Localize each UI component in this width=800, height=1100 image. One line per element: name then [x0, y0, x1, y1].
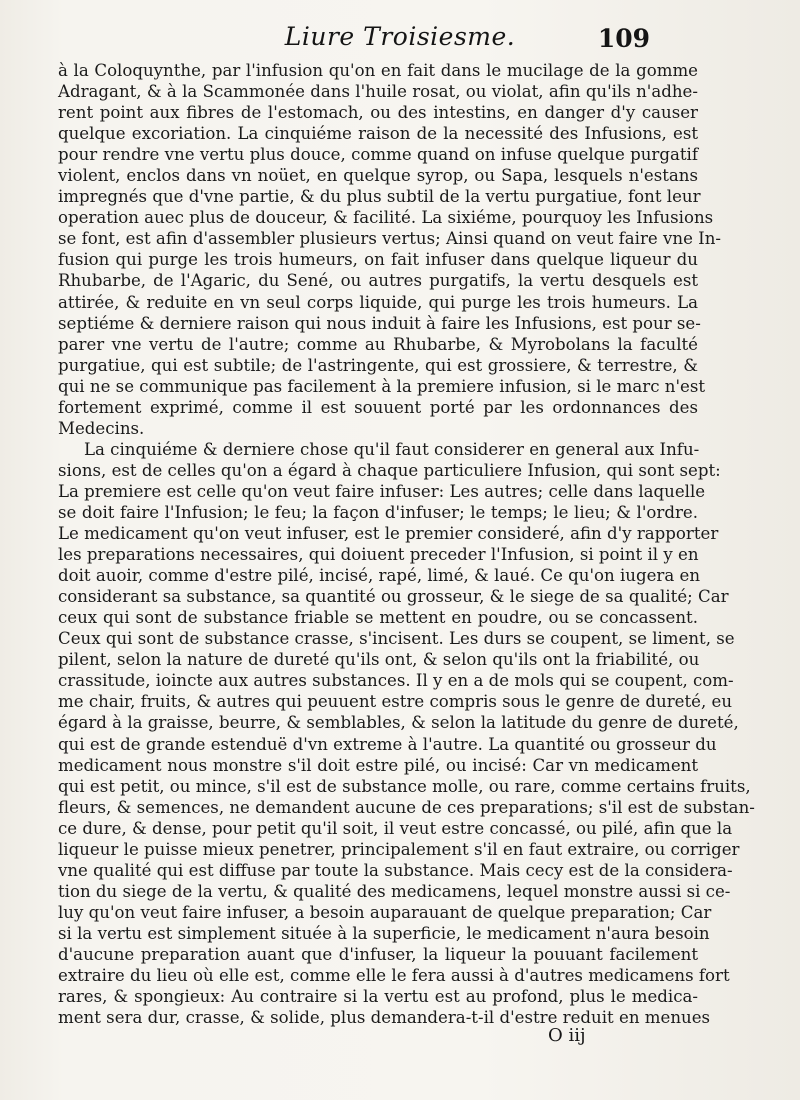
text-line: ce dure, & dense, pour petit qu'il soit, il veut estre concassé, ou pilé, afin que la: [58, 818, 733, 838]
text-line: d'aucune preparation auant que d'infuser, la liqueur la pouuant facilement: [58, 944, 698, 964]
text-line: impregnés que d'vne partie, & du plus subtil de la vertu purgatiue, font leur: [58, 187, 701, 207]
signature-text: O iij: [548, 1025, 586, 1046]
text-line: Medecins.: [58, 418, 145, 438]
text-line: La premiere est celle qu'on veut faire infuser: Les autres; celle dans laquelle: [58, 481, 706, 501]
text-line: La cinquiéme & derniere chose qu'il faut considerer en general aux Infu-: [84, 439, 700, 459]
text-line: luy qu'on veut faire infuser, a besoin auparauant de quelque preparation; Car: [58, 902, 712, 922]
text-line: medicament nous monstre s'il doit estre pilé, ou incisé: Car vn medicament: [58, 755, 698, 775]
text-line: à la Coloquynthe, par l'infusion qu'on en fait dans le mucilage de la gomme: [58, 61, 698, 80]
text-line: parer vne vertu de l'autre; comme au Rhubarbe, & Myrobolans la faculté: [58, 334, 698, 354]
text-line: Adragant, & à la Scammonée dans l'huile rosat, ou violat, afin qu'ils n'adhe-: [58, 82, 698, 102]
text-line: rares, & spongieux: Au contraire si la vertu est au profond, plus le medica-: [58, 987, 698, 1007]
text-line: operation auec plus de douceur, & facilité. La sixiéme, pourquoy les Infusions: [58, 208, 714, 228]
text-line: si la vertu est simplement située à la superficie, le medicament n'aura besoin: [58, 923, 710, 943]
signature-mark: [548, 1025, 586, 1046]
text-line: ment sera dur, crasse, & solide, plus demandera-t-il d'estre reduit en menues: [58, 1008, 711, 1028]
text-line: rent point aux fibres de l'estomach, ou des intestins, en danger d'y causer: [58, 103, 698, 123]
text-line: tion du siege de la vertu, & qualité des medicamens, lequel monstre aussi si ce-: [58, 881, 731, 901]
text-line: Ceux qui sont de substance crasse, s'incisent. Les durs se coupent, se liment, se: [58, 629, 735, 649]
text-line: extraire du lieu où elle est, comme elle le fera aussi à d'autres medicamens fort: [58, 966, 730, 986]
text-line: quelque excoriation. La cinquiéme raison de la necessité des Infusions, est: [58, 124, 698, 144]
text-line: se doit faire l'Infusion; le feu; la façon d'infuser; le temps; le lieu; & l'ordre.: [58, 502, 698, 522]
text-line: égard à la graisse, beurre, & semblables, & selon la latitude du genre de dureté,: [58, 713, 739, 733]
running-head: [0, 22, 800, 56]
text-line: violent, enclos dans vn noüet, en quelque syrop, ou Sapa, lesquels n'estans: [58, 166, 698, 186]
page-number: 109: [597, 24, 650, 53]
text-line: me chair, fruits, & autres qui peuuent estre compris sous le genre de dureté, eu: [58, 692, 733, 712]
text-line: septiéme & derniere raison qui nous induit à faire les Infusions, est pour se-: [58, 313, 701, 333]
text-line: Le medicament qu'on veut infuser, est le premier consideré, afin d'y rapporter: [58, 524, 719, 544]
body-text: [58, 60, 755, 1028]
text-line: sions, est de celles qu'on a égard à chaque particuliere Infusion, qui sont sept:: [58, 460, 721, 480]
text-line: attirée, & reduite en vn seul corps liquide, qui purge les trois humeurs. La: [58, 292, 698, 312]
text-line: pour rendre vne vertu plus douce, comme quand on infuse quelque purgatif: [58, 145, 698, 165]
text-line: doit auoir, comme d'estre pilé, incisé, rapé, limé, & laué. Ce qu'on iugera en: [58, 566, 701, 586]
text-line: qui est de grande estenduë d'vn extreme à l'autre. La quantité ou grosseur du: [58, 734, 717, 754]
text-line: Rhubarbe, de l'Agaric, du Sené, ou autres purgatifs, la vertu desquels est: [58, 271, 698, 291]
text-line: qui ne se communique pas facilement à la premiere infusion, si le marc n'est: [58, 376, 706, 396]
running-title: Liure Troisiesme.: [284, 22, 516, 51]
text-line: crassitude, ioincte aux autres substances. Il y en a de mols qui se coupent, com-: [58, 671, 734, 691]
text-line: fleurs, & semences, ne demandent aucune de ces preparations; s'il est de substan-: [58, 797, 755, 817]
text-line: considerant sa substance, sa quantité ou grosseur, & le siege de sa qualité; Car: [58, 587, 729, 607]
text-line: liqueur le puisse mieux penetrer, principalement s'il en faut extraire, ou corriger: [58, 839, 740, 859]
text-line: purgatiue, qui est subtile; de l'astringente, qui est grossiere, & terrestre, &: [58, 355, 698, 375]
text-line: se font, est afin d'assembler plusieurs vertus; Ainsi quand on veut faire vne In-: [58, 229, 722, 249]
text-line: fusion qui purge les trois humeurs, on fait infuser dans quelque liqueur du: [58, 250, 698, 270]
text-line: les preparations necessaires, qui doiuent preceder l'Infusion, si point il y en: [58, 545, 699, 565]
text-line: qui est petit, ou mince, s'il est de substance molle, ou rare, comme certains fruits,: [58, 776, 751, 796]
text-line: fortement exprimé, comme il est souuent porté par les ordonnances des: [58, 397, 698, 417]
text-line: pilent, selon la nature de dureté qu'ils ont, & selon qu'ils ont la friabilité, ou: [58, 650, 700, 670]
text-line: ceux qui sont de substance friable se mettent en poudre, ou se concassent.: [58, 608, 698, 628]
text-line: vne qualité qui est diffuse par toute la substance. Mais cecy est de la considera-: [58, 860, 733, 880]
